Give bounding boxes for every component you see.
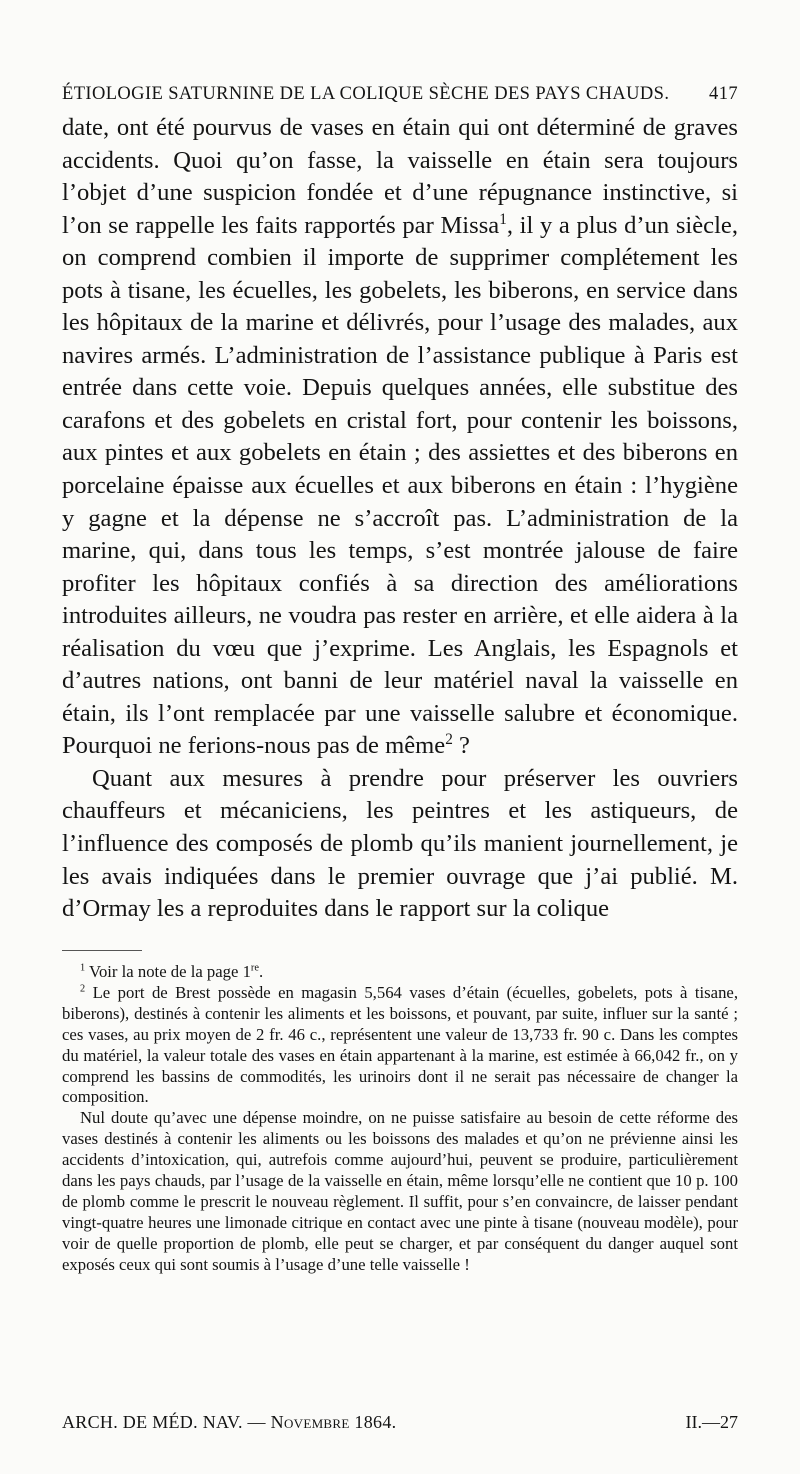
footnote (62, 983, 738, 1108)
footnote-rule (62, 950, 142, 951)
running-head (62, 84, 738, 105)
footnote-text: Voir la note de la page 1 (85, 962, 251, 981)
paragraph: Quant aux mesures à prendre pour préserver les ouvriers chauffeurs et mécaniciens, les peintres et les astiqueurs, de l’influence des composés de plomb qu’ils manient journellement, je les avais indiquées dans le premier ouvrage que j’ai publié. M. d’Ormay les a reproduites dans le rapport sur la colique (62, 764, 738, 923)
footnote-text: Le port de Brest possède en magasin 5,564 vases d’étain (écuelles, gobelets, pots à tisane, biberons), destinés à contenir les aliments et les boissons, et pouvant, par suite, influer sur la santé ; ces vases, au prix moyen de 2 fr. 46 c., représentent une valeur de 13,733 fr. 90 c. Dans les comptes du matériel, la valeur totale des vases en étain appartenant à la marine, est estimée à 66,042 fr., on y comprend les bassins de commodités, les urinoirs dont il ne serait pas nécessaire de changer la composition. (62, 982, 738, 1107)
paragraph (62, 112, 738, 763)
page-number: 417 (709, 84, 738, 104)
footnotes (62, 962, 738, 1276)
text-run: date, ont été pourvus de vases en étain qui ont déterminé de graves accidents. Quoi qu’on fasse, la vaisselle en étain sera toujours l’objet d’une suspicion fondée et d’une répugnance instinctive, si l’on se rappelle les faits rapportés par Missa (62, 114, 738, 239)
footnote-mark: 1 (80, 962, 86, 974)
footnote-continuation: Nul doute qu’avec une dépense moindre, on ne puisse satisfaire au besoin de cette réforme des vases destinés à contenir les aliments ou les boissons des malades et qu’on ne prévienne ainsi les accidents d’intoxication, qui, autrefois comme aujourd’hui, peuvent se produire, particulièrement dans les pays chauds, par l’usage de la vaisselle en étain, même lorsqu’elle ne contient que 10 p. 100 de plomb comme le prescrit le nouveau règlement. Il suffit, pour s’en convaincre, de laisser pendant vingt-quatre heures une limonade citrique en contact avec une pinte à tisane (nouveau modèle), pour voir de quelle proportion de plomb, elle peut se charger, et par conséquent du danger auquel sont exposés ceux qui sont soumis à l’usage d’une telle vaisselle ! (62, 1108, 738, 1274)
footnote-ref: 1 (499, 210, 507, 228)
text-run: ? (452, 732, 470, 760)
footnote (62, 962, 738, 983)
ordinal-suffix: re (250, 962, 259, 974)
footnote-text: . (258, 962, 264, 981)
footnote-mark: 2 (80, 983, 86, 995)
running-title: ÉTIOLOGIE SATURNINE DE LA COLIQUE SÈCHE DES PAYS CHAUDS. (62, 84, 670, 104)
sheet-signature: II.—27 (685, 1412, 738, 1432)
main-text (62, 112, 738, 926)
page-footer (62, 1412, 738, 1433)
journal-signature: ARCH. DE MÉD. NAV. — Novembre 1864. (62, 1412, 397, 1432)
footnote-ref: 2 (445, 731, 453, 749)
text-run: , il y a plus d’un siècle, on comprend combien il importe de supprimer complétement les pots à tisane, les écuelles, les gobelets, les biberons, en service dans les hôpitaux de la marine et délivrés, pour l’usage des malades, aux navires armés. L’administration de l’assistance publique à Paris est entrée dans cette voie. Depuis quelques années, elle substitue des carafons et des gobelets en cristal fort, pour contenir les boissons, aux pintes et aux gobelets en étain ; des assiettes et des biberons en porcelaine épaisse aux écuelles et aux biberons en étain : l’hygiène y gagne et la dépense ne s’accroît pas. L’administration de la marine, qui, dans tous les temps, s’est montrée jalouse de faire profiter les hôpitaux confiés à sa direction des améliorations introduites ailleurs, ne voudra pas rester en arrière, et elle aidera à la réalisation du vœu que j’exprime. Les Anglais, les Espagnols et d’autres nations, ont banni de leur matériel naval la vaisselle en étain, ils l’ont remplacée par une vaisselle salubre et économique. Pourquoi ne ferions-nous pas de même (62, 211, 738, 760)
